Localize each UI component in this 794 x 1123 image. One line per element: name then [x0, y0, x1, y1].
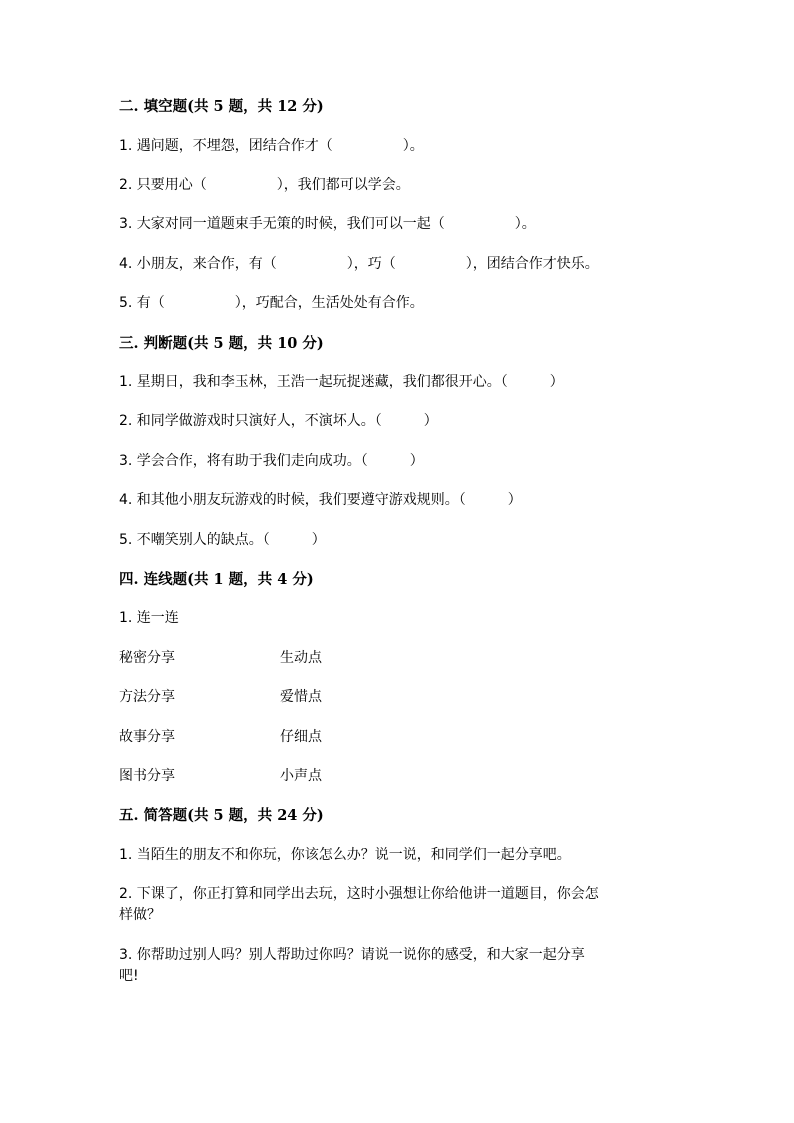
short-question-2-line-1: 2. 下课了，你正打算和同学出去玩，这时小强想让你给他讲一道题目，你会怎: [119, 886, 599, 902]
short-question-3-line-2: 吧!: [119, 968, 139, 984]
judge-question-5: 5. 不嘲笑别人的缺点。（ ）: [119, 532, 326, 548]
match-right-item: 爱惜点: [280, 689, 322, 705]
match-left-item: 故事分享: [119, 729, 175, 745]
section-heading-judge: 三. 判断题(共 5 题，共 10 分): [119, 335, 324, 352]
short-question-3-line-1: 3. 你帮助过别人吗？别人帮助过你吗？请说一说你的感受，和大家一起分享: [119, 947, 585, 963]
match-left-item: 图书分享: [119, 768, 175, 784]
judge-question-1: 1. 星期日，我和李玉林，王浩一起玩捉迷藏，我们都很开心。（ ）: [119, 374, 564, 390]
section-heading-match: 四. 连线题(共 1 题，共 4 分): [119, 571, 314, 588]
judge-question-4: 4. 和其他小朋友玩游戏的时候，我们要遵守游戏规则。（ ）: [119, 492, 522, 508]
fill-question-4: 4. 小朋友，来合作，有（ ），巧（ ），团结合作才快乐。: [119, 256, 599, 272]
short-question-1: 1. 当陌生的朋友不和你玩，你该怎么办？说一说，和同学们一起分享吧。: [119, 847, 571, 863]
match-right-item: 小声点: [280, 768, 322, 784]
fill-question-2: 2. 只要用心（ ），我们都可以学会。: [119, 177, 410, 193]
match-left-item: 秘密分享: [119, 650, 175, 666]
judge-question-3: 3. 学会合作，将有助于我们走向成功。（ ）: [119, 453, 424, 469]
fill-question-3: 3. 大家对同一道题束手无策的时候，我们可以一起（ ）。: [119, 216, 536, 232]
match-question-1: 1. 连一连: [119, 610, 179, 626]
match-left-item: 方法分享: [119, 689, 175, 705]
match-right-item: 仔细点: [280, 729, 322, 745]
short-question-2-line-2: 样做？: [119, 907, 161, 923]
fill-question-5: 5. 有（ ），巧配合，生活处处有合作。: [119, 295, 424, 311]
section-heading-fill: 二. 填空题(共 5 题，共 12 分): [119, 98, 324, 115]
judge-question-2: 2. 和同学做游戏时只演好人，不演坏人。（ ）: [119, 413, 438, 429]
section-heading-short: 五. 简答题(共 5 题，共 24 分): [119, 807, 324, 824]
fill-question-1: 1. 遇问题，不埋怨，团结合作才（ ）。: [119, 138, 424, 154]
match-right-item: 生动点: [280, 650, 322, 666]
